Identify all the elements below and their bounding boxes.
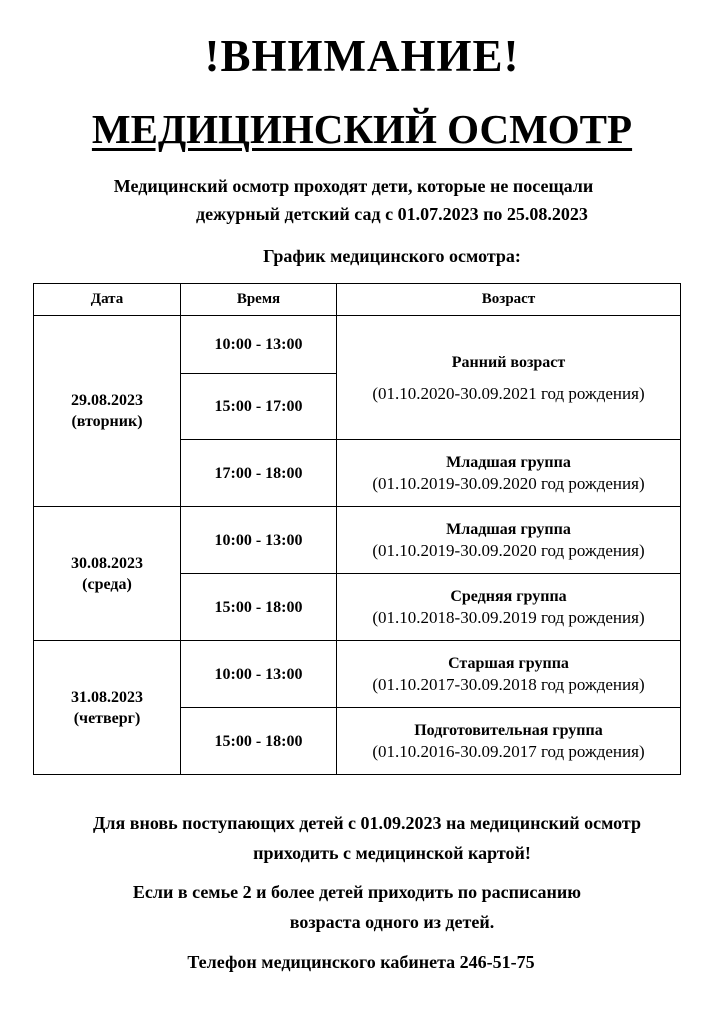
header-date: Дата <box>34 284 181 316</box>
intro-line-2: дежурный детский сад с 01.07.2023 по 25.08.2023 <box>196 204 588 224</box>
age-group-name: Старшая группа <box>448 655 569 672</box>
table-row <box>34 507 681 574</box>
time-cell: 10:00 - 13:00 <box>181 316 337 374</box>
header-age: Возраст <box>337 284 681 316</box>
schedule-table <box>33 283 681 775</box>
time-cell: 15:00 - 18:00 <box>181 708 337 775</box>
age-group-years: (01.10.2020-30.09.2021 год рождения) <box>372 383 645 403</box>
table-row <box>34 316 681 374</box>
age-cell <box>337 440 681 507</box>
age-group-name: Подготовительная группа <box>414 722 603 739</box>
age-cell <box>337 507 681 574</box>
intro-line-1: Медицинский осмотр проходят дети, которые не посещали <box>113 176 594 196</box>
weekday-value: (четверг) <box>73 709 141 727</box>
new-children-line-1: Для вновь поступающих детей с 01.09.2023 на медицинский осмотр <box>93 813 641 833</box>
page-title <box>0 102 724 156</box>
time-cell: 15:00 - 17:00 <box>181 374 337 440</box>
age-cell <box>337 316 681 440</box>
time-cell: 17:00 - 18:00 <box>181 440 337 507</box>
new-children-notice <box>0 808 724 868</box>
new-children-line-2: приходить с медицинской картой! <box>253 843 531 863</box>
page-title-text: МЕДИЦИНСКИЙ ОСМОТР <box>91 106 633 152</box>
date-cell <box>34 507 181 641</box>
date-value: 31.08.2023 <box>71 688 143 706</box>
age-group-years: (01.10.2019-30.09.2020 год рождения) <box>372 474 645 493</box>
weekday-value: (вторник) <box>71 413 143 430</box>
table-row <box>34 641 681 708</box>
age-group-years: (01.10.2019-30.09.2020 год рождения) <box>372 541 645 560</box>
weekday-value: (среда) <box>82 575 132 593</box>
siblings-line-1: Если в семье 2 и более детей приходить по расписанию <box>132 882 582 902</box>
date-value: 30.08.2023 <box>71 554 143 572</box>
age-cell <box>337 708 681 775</box>
age-cell <box>337 641 681 708</box>
attention-heading: !ВНИМАНИЕ! <box>204 31 520 81</box>
table-header-row <box>34 284 681 316</box>
time-cell: 10:00 - 13:00 <box>181 641 337 708</box>
age-group-name: Младшая группа <box>446 521 571 538</box>
intro-text <box>0 172 724 228</box>
schedule-title: График медицинского осмотра: <box>263 246 521 266</box>
age-group-name: Средняя группа <box>450 588 567 605</box>
date-cell <box>34 641 181 775</box>
age-group-years: (01.10.2017-30.09.2018 год рождения) <box>372 675 645 694</box>
siblings-line-2: возраста одного из детей. <box>289 912 495 932</box>
time-cell: 10:00 - 13:00 <box>181 507 337 574</box>
time-cell: 15:00 - 18:00 <box>181 574 337 641</box>
age-group-years: (01.10.2018-30.09.2019 год рождения) <box>372 608 645 627</box>
siblings-notice <box>0 877 724 937</box>
phone-notice: Телефон медицинского кабинета 246-51-75 <box>187 952 535 972</box>
age-cell <box>337 574 681 641</box>
age-group-name: Ранний возраст <box>451 353 566 371</box>
header-time: Время <box>181 284 337 316</box>
age-group-name: Младшая группа <box>446 454 571 471</box>
age-group-years: (01.10.2016-30.09.2017 год рождения) <box>372 742 645 761</box>
date-cell <box>34 316 181 507</box>
date-value: 29.08.2023 <box>71 392 143 409</box>
